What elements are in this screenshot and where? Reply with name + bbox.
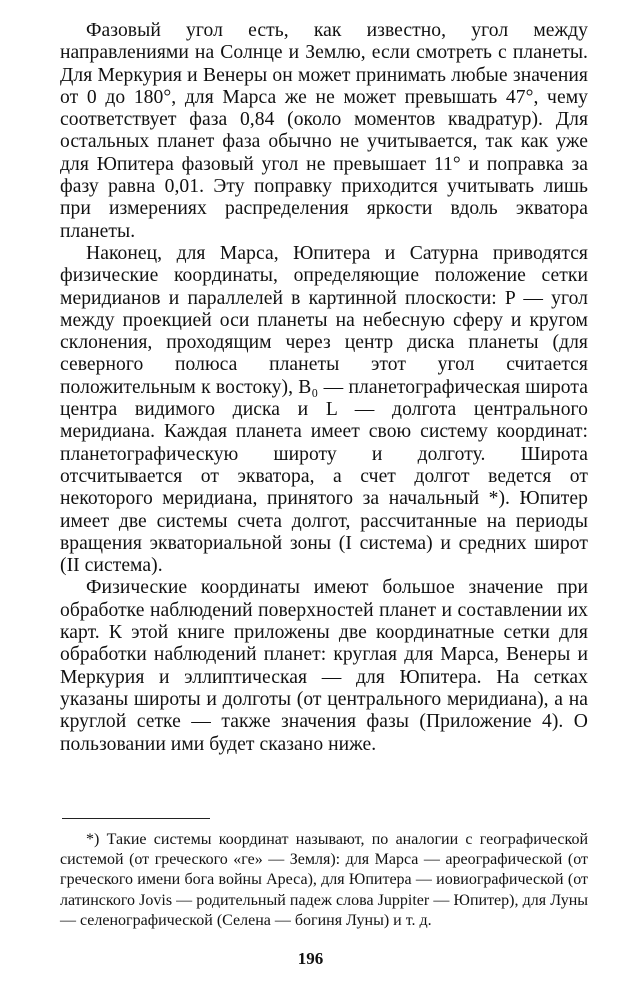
footnote-text: *) Такие системы координат называют, по аналогии с географической системой (от греческого «ге» — Земля): для Марса — ареографической (от греческого имени бога войны Ареса), для Юпитера — иовиографической (от латинского Jovis — родительный падеж слова Juppiter — Юпитер), для Луны — селенографической (Селена — богиня Луны) и т. д. <box>60 831 588 929</box>
main-text <box>60 20 588 756</box>
paragraph-phase-angle: Фазовый угол есть, как известно, угол между направлениями на Солнце и Землю, если смотреть с планеты. Для Меркурия и Венеры он может принимать любые значения от 0 до 180°, для Марса же не может превышать 47°, чему соответствует фаза 0,84 (около моментов квадратур). Для остальных планет фаза обычно не учитывается, так как уже для Юпитера фазовый угол не превышает 11° и поправка за фазу равна 0,01. Эту поправку приходится учитывать лишь при измерениях распределения яркости вдоль экватора планеты. <box>60 20 588 242</box>
paragraph-physical-coordinates: Наконец, для Марса, Юпитера и Сатурна приводятся физические координаты, определяющие положение сетки меридианов и параллелей в картинной плоскости: P — угол между проекцией оси планеты на небесную сферу и кругом склонения, проходящим через центр диска планеты (для северного полюса планеты этот угол считается положительным к востоку), B₀ — планетографическая широта центра видимого диска и L — долгота центрального меридиана. Каждая планета имеет свою систему координат: планетографическую широту и долготу. Широта отсчитывается от экватора, а счет долгот ведется от некоторого меридиана, принятого за начальный *). Юпитер имеет две системы счета долгот, рассчитанные на периоды вращения экваториальной зоны (I система) и средних широт (II система). <box>60 242 588 577</box>
footnote-separator <box>62 818 210 819</box>
footnote <box>60 830 588 931</box>
page-number: 196 <box>297 949 324 968</box>
paragraph-coordinate-grids: Физические координаты имеют большое значение при обработке наблюдений поверхностей планет и составлении их карт. К этой книге приложены две координатные сетки для обработки наблюдений планет: круглая для Марса, Венеры и Меркурия и эллиптическая — для Юпитера. На сетках указаны широты и долготы (от центрального меридиана), а на круглой сетке — также значения фазы (Приложение 4). О пользовании ими будет сказано ниже. <box>60 577 588 755</box>
